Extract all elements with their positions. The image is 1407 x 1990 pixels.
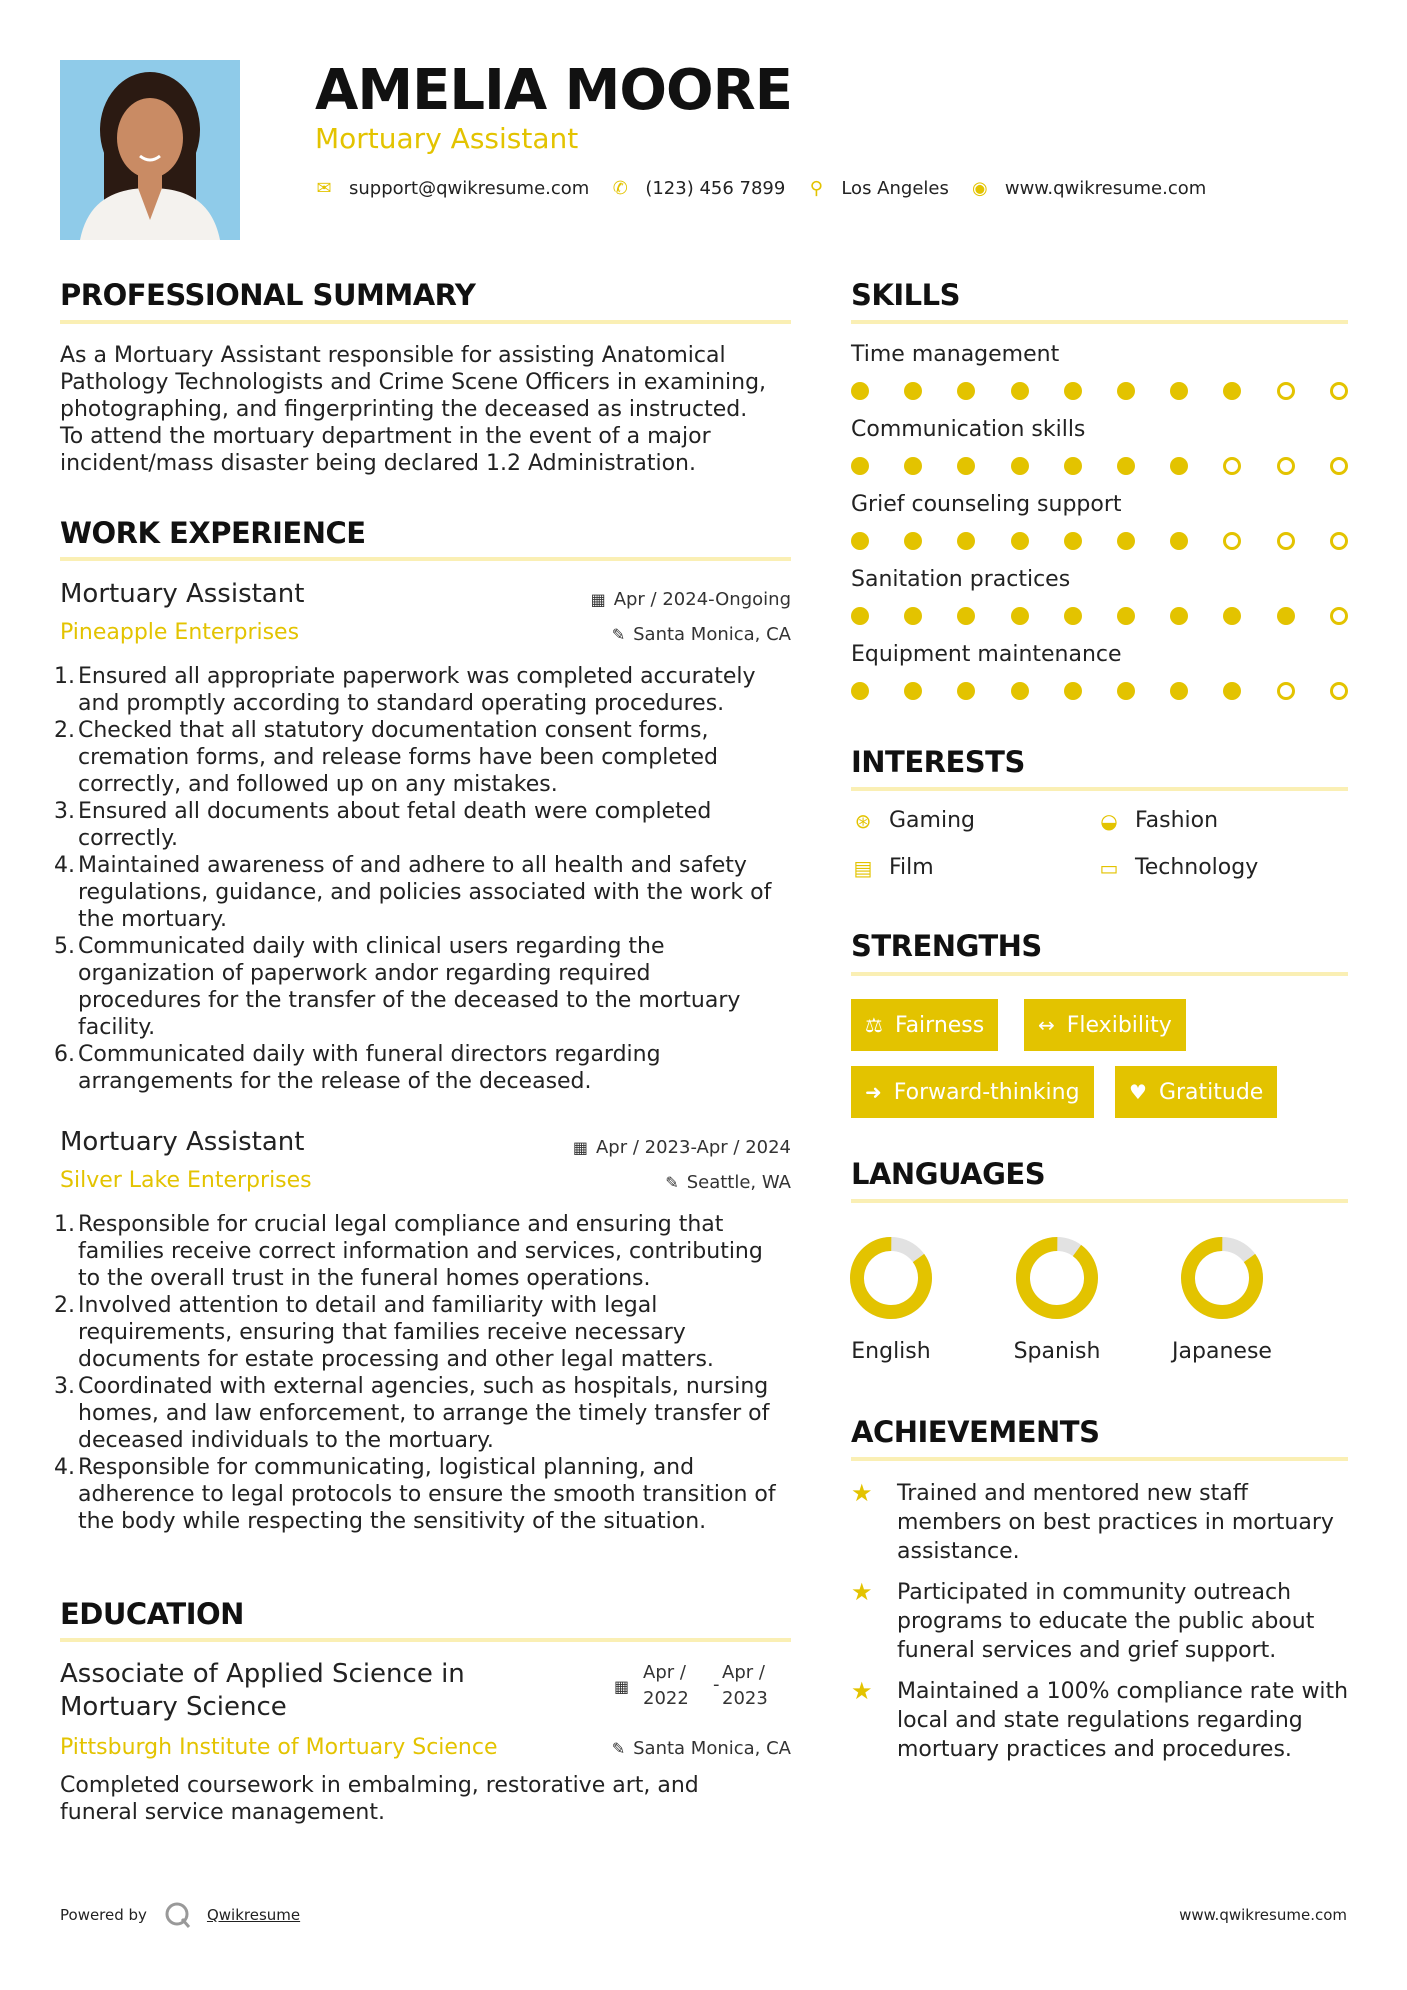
language-item bbox=[1162, 1235, 1282, 1364]
skill-dot-filled bbox=[1223, 682, 1241, 700]
list-item: 4. Maintained awareness of and adhere to all health and safety regulations, guidance, and policies associated with the work of the mortuary. bbox=[54, 853, 772, 932]
achievements-heading: ACHIEVEMENTS bbox=[851, 1415, 1100, 1449]
skill-dot-filled bbox=[904, 607, 922, 625]
skill-dot-filled bbox=[1117, 682, 1135, 700]
skill-name: Equipment maintenance bbox=[851, 642, 1122, 667]
skill-dot-filled bbox=[1011, 457, 1029, 475]
list-item: 4. Responsible for communicating, logistical planning, and adherence to legal protocols to ensure the smooth transition of the body while respecting the sensitivity of the situation. bbox=[54, 1455, 776, 1534]
skill-dot-filled bbox=[957, 682, 975, 700]
education-degree-line: Associate of Applied Science in bbox=[60, 1659, 465, 1689]
interests-rule bbox=[851, 787, 1348, 791]
skill-name: Time management bbox=[851, 342, 1060, 367]
job-date bbox=[573, 1137, 791, 1158]
interest-item bbox=[1097, 855, 1258, 880]
phone-icon: ✆ bbox=[612, 178, 628, 199]
interest-item bbox=[851, 808, 975, 833]
language-gauge-fill bbox=[1014, 1235, 1100, 1321]
job-company: Pineapple Enterprises bbox=[60, 620, 300, 645]
skill-dot-filled bbox=[1117, 382, 1135, 400]
star-icon: ★ bbox=[851, 1479, 873, 1507]
skill-name: Communication skills bbox=[851, 417, 1086, 442]
strengths-heading: STRENGTHS bbox=[851, 929, 1042, 963]
list-item: 1. Responsible for crucial legal compliance and ensuring that families receive correct information and services, contributing to the overall trust in the funeral homes operations. bbox=[54, 1212, 763, 1291]
list-item: 3. Ensured all documents about fetal death were completed correctly. bbox=[54, 799, 712, 851]
skill-dot-filled bbox=[1064, 382, 1082, 400]
skill-dot-filled bbox=[1117, 457, 1135, 475]
candidate-title: Mortuary Assistant bbox=[315, 122, 579, 155]
heart-icon: ♥ bbox=[1129, 1080, 1147, 1104]
strength-badge bbox=[851, 999, 998, 1051]
skill-dot-empty bbox=[1277, 382, 1295, 400]
job-location bbox=[665, 1172, 791, 1193]
pin-icon: ✎ bbox=[611, 1739, 626, 1758]
skill-dot-filled bbox=[904, 682, 922, 700]
skill-rating bbox=[851, 457, 1351, 477]
contact-row bbox=[315, 178, 1228, 199]
skill-dot-empty bbox=[1330, 532, 1348, 550]
strength-badge bbox=[851, 1066, 1094, 1118]
powered-by-label: Powered by bbox=[60, 1906, 147, 1924]
language-gauge bbox=[848, 1235, 934, 1321]
achievement-item: ★ Participated in community outreach programs to educate the public about funeral services and grief support. bbox=[851, 1578, 1315, 1663]
skill-dot-filled bbox=[851, 457, 869, 475]
experience-rule bbox=[60, 557, 791, 561]
pin-icon: ✎ bbox=[611, 625, 626, 644]
skill-name: Grief counseling support bbox=[851, 492, 1122, 517]
language-item bbox=[831, 1235, 951, 1364]
job-company: Silver Lake Enterprises bbox=[60, 1168, 312, 1193]
contact-website[interactable]: www.qwikresume.com bbox=[1004, 178, 1207, 199]
skill-rating bbox=[851, 532, 1351, 552]
summary-heading: PROFESSIONAL SUMMARY bbox=[60, 278, 476, 312]
education-location-text: Santa Monica, CA bbox=[633, 1738, 791, 1759]
pin-icon: ✎ bbox=[665, 1173, 679, 1192]
interest-item bbox=[1097, 808, 1218, 833]
languages-rule bbox=[851, 1199, 1348, 1203]
footer-website[interactable]: www.qwikresume.com bbox=[1179, 1906, 1347, 1924]
skill-dot-filled bbox=[851, 607, 869, 625]
skill-rating bbox=[851, 682, 1351, 702]
summary-line: incident/mass disaster being declared 1.2 Administration. bbox=[60, 451, 696, 476]
globe-icon: ◉ bbox=[971, 178, 988, 199]
skill-dot-filled bbox=[957, 607, 975, 625]
gamepad-icon: ⊛ bbox=[854, 808, 872, 833]
achievement-item: ★ Trained and mentored new staff members on best practices in mortuary assistance. bbox=[851, 1479, 1334, 1564]
summary-rule bbox=[60, 320, 791, 324]
interests-heading: INTERESTS bbox=[851, 745, 1025, 779]
language-name: Spanish bbox=[1013, 1339, 1101, 1364]
interest-label: Film bbox=[889, 855, 934, 880]
film-icon: ▤ bbox=[853, 855, 873, 880]
skill-dot-filled bbox=[1223, 382, 1241, 400]
skill-dot-filled bbox=[1064, 457, 1082, 475]
interest-label: Gaming bbox=[889, 808, 975, 833]
skill-dot-filled bbox=[1223, 607, 1241, 625]
summary-text bbox=[60, 342, 800, 477]
skill-dot-filled bbox=[851, 382, 869, 400]
star-icon: ★ bbox=[851, 1578, 873, 1606]
list-item: 5. Communicated daily with clinical users regarding the organization of paperwork andor regarding required procedures for the transfer of the deceased to the mortuary facility. bbox=[54, 934, 741, 1040]
qwikresume-logo-icon bbox=[163, 1900, 193, 1930]
skill-dot-filled bbox=[1011, 382, 1029, 400]
arrows-horizontal-icon: ↔ bbox=[1038, 1013, 1055, 1037]
strength-label: Gratitude bbox=[1158, 1079, 1264, 1105]
skill-dot-filled bbox=[1170, 682, 1188, 700]
list-item: 6. Communicated daily with funeral directors regarding arrangements for the release of the deceased. bbox=[54, 1042, 661, 1094]
education-date-separator: - bbox=[713, 1674, 720, 1695]
education-start-date: Apr / 2022 bbox=[643, 1662, 689, 1709]
skill-dot-filled bbox=[1011, 607, 1029, 625]
language-gauge bbox=[1179, 1235, 1265, 1321]
achievements-rule bbox=[851, 1457, 1348, 1461]
list-item: 3. Coordinated with external agencies, such as hospitals, nursing homes, and law enforcement, to arrange the timely transfer of deceased individuals to the mortuary. bbox=[54, 1374, 770, 1453]
skill-dot-filled bbox=[1011, 682, 1029, 700]
skill-dot-filled bbox=[1064, 607, 1082, 625]
skills-heading: SKILLS bbox=[851, 278, 960, 312]
skill-dot-filled bbox=[1117, 607, 1135, 625]
envelope-icon: ✉ bbox=[316, 178, 332, 199]
language-gauge-fill bbox=[1179, 1235, 1265, 1321]
skill-dot-empty bbox=[1277, 682, 1295, 700]
footer-powered-by bbox=[60, 1900, 300, 1930]
interest-item bbox=[851, 855, 934, 880]
education-heading: EDUCATION bbox=[60, 1597, 244, 1631]
education-description: Completed coursework in embalming, restorative art, and funeral service management. bbox=[60, 1773, 699, 1825]
qwikresume-link[interactable]: Qwikresume bbox=[206, 1906, 301, 1924]
contact-location: Los Angeles bbox=[841, 178, 949, 199]
language-gauge bbox=[1014, 1235, 1100, 1321]
list-item: 1. Ensured all appropriate paperwork was completed accurately and promptly according to standard operating procedures. bbox=[54, 664, 756, 716]
contact-email[interactable]: support@qwikresume.com bbox=[349, 178, 590, 199]
skill-dot-filled bbox=[957, 532, 975, 550]
skill-name: Sanitation practices bbox=[851, 567, 1071, 592]
language-name: English bbox=[851, 1339, 931, 1364]
education-end-date: Apr / 2023 bbox=[722, 1662, 768, 1709]
education-school: Pittsburgh Institute of Mortuary Science bbox=[60, 1735, 498, 1760]
skill-dot-filled bbox=[957, 457, 975, 475]
summary-line: As a Mortuary Assistant responsible for assisting Anatomical bbox=[60, 343, 726, 368]
language-item bbox=[997, 1235, 1117, 1364]
star-icon: ★ bbox=[851, 1677, 873, 1705]
skill-dot-filled bbox=[1064, 682, 1082, 700]
calendar-icon: ▦ bbox=[614, 1677, 630, 1696]
skill-dot-filled bbox=[851, 682, 869, 700]
education-rule bbox=[60, 1638, 791, 1642]
skill-dot-filled bbox=[851, 532, 869, 550]
contact-phone[interactable]: (123) 456 7899 bbox=[645, 178, 786, 199]
skill-dot-filled bbox=[904, 457, 922, 475]
job-title: Mortuary Assistant bbox=[60, 579, 305, 609]
job-location bbox=[612, 624, 791, 645]
skill-dot-filled bbox=[957, 382, 975, 400]
achievement-item: ★ Maintained a 100% compliance rate with local and state regulations regarding mortuary practices and procedures. bbox=[851, 1677, 1349, 1762]
skill-dot-empty bbox=[1277, 532, 1295, 550]
balance-scale-icon: ⚖ bbox=[865, 1013, 883, 1037]
skill-dot-filled bbox=[904, 532, 922, 550]
summary-line: photographing, and fingerprinting the deceased as instructed. bbox=[60, 397, 748, 422]
list-item: 2. Involved attention to detail and familiarity with legal requirements, ensuring that families receive necessary documents for estate processing and other legal matters. bbox=[54, 1293, 714, 1372]
job-date bbox=[591, 589, 791, 610]
education-degree bbox=[60, 1658, 465, 1724]
skills-rule bbox=[851, 320, 1348, 324]
experience-heading: WORK EXPERIENCE bbox=[60, 516, 366, 550]
map-marker-icon: ⚲ bbox=[809, 178, 823, 199]
job-date-text: Apr / 2024-Ongoing bbox=[613, 589, 791, 610]
language-name: Japanese bbox=[1172, 1339, 1272, 1364]
strength-label: Flexibility bbox=[1066, 1012, 1172, 1038]
job-location-text: Seattle, WA bbox=[686, 1172, 791, 1193]
arrow-right-icon: ➜ bbox=[865, 1080, 882, 1104]
calendar-icon: ▦ bbox=[590, 590, 606, 609]
skill-dot-filled bbox=[1170, 607, 1188, 625]
skill-rating bbox=[851, 607, 1351, 627]
summary-line: To attend the mortuary department in the event of a major bbox=[60, 424, 711, 449]
job-duties bbox=[54, 663, 795, 1095]
strength-badge bbox=[1024, 999, 1186, 1051]
job-location-text: Santa Monica, CA bbox=[633, 624, 791, 645]
job-date-text: Apr / 2023-Apr / 2024 bbox=[595, 1137, 791, 1158]
languages-heading: LANGUAGES bbox=[851, 1157, 1046, 1191]
laptop-icon: ▭ bbox=[1099, 855, 1119, 880]
strength-label: Fairness bbox=[894, 1012, 985, 1038]
skill-rating bbox=[851, 382, 1351, 402]
skill-dot-filled bbox=[1064, 532, 1082, 550]
summary-line: Pathology Technologists and Crime Scene Officers in examining, bbox=[60, 370, 767, 395]
skill-dot-filled bbox=[1170, 382, 1188, 400]
skill-dot-empty bbox=[1330, 382, 1348, 400]
candidate-name: AMELIA MOORE bbox=[315, 58, 792, 123]
skill-dot-filled bbox=[1170, 532, 1188, 550]
skill-dot-empty bbox=[1223, 457, 1241, 475]
strength-badge bbox=[1115, 1066, 1277, 1118]
skill-dot-empty bbox=[1330, 682, 1348, 700]
job-title: Mortuary Assistant bbox=[60, 1127, 305, 1157]
interest-label: Technology bbox=[1135, 855, 1259, 880]
skill-dot-empty bbox=[1330, 607, 1348, 625]
job-duties bbox=[54, 1211, 795, 1535]
skill-dot-empty bbox=[1223, 532, 1241, 550]
interest-label: Fashion bbox=[1135, 808, 1219, 833]
education-location bbox=[612, 1738, 791, 1759]
skill-dot-filled bbox=[904, 382, 922, 400]
skill-dot-filled bbox=[1277, 607, 1295, 625]
profile-photo bbox=[60, 60, 240, 240]
strength-label: Forward-thinking bbox=[893, 1079, 1080, 1105]
education-degree-line: Mortuary Science bbox=[60, 1692, 287, 1722]
skill-dot-empty bbox=[1277, 457, 1295, 475]
skill-dot-filled bbox=[1011, 532, 1029, 550]
skill-dot-filled bbox=[1170, 457, 1188, 475]
skill-dot-empty bbox=[1330, 457, 1348, 475]
calendar-icon: ▦ bbox=[572, 1138, 588, 1157]
strengths-rule bbox=[851, 972, 1348, 976]
list-item: 2. Checked that all statutory documentation consent forms, cremation forms, and release forms have been completed correctly, and followed up on any mistakes. bbox=[54, 718, 718, 797]
skill-dot-filled bbox=[1117, 532, 1135, 550]
shopping-bag-icon: ◒ bbox=[1100, 808, 1118, 833]
language-gauge-fill bbox=[848, 1235, 934, 1321]
